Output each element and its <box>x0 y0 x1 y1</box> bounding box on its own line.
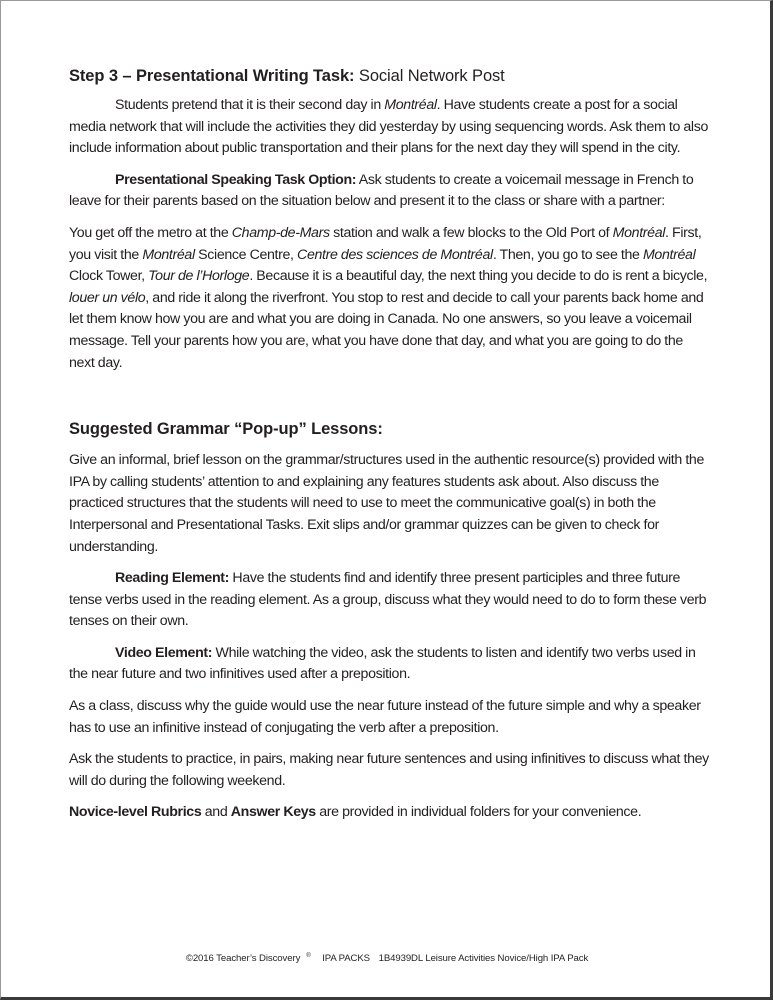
grammar-intro: Give an informal, brief lesson on the grammar/structures used in the authentic resource(s) provided with the IPA by calling students’ attention to and explaining any features students ask about. Also discuss the practiced structures that the students will need to use to meet the communicative goal(s) in both the Interpersonal and Presentational Tasks. Exit slips and/or grammar quizzes can be given to check for understanding. <box>69 452 705 555</box>
page-footer <box>1 953 770 964</box>
text-run: . Have students create a post for a social media network that will include the activities they did yesterday by using sequencing words. Ask them to also include information about public transportation and their plans for the next day they will spend in the city. <box>69 97 709 157</box>
text-run: You get off the metro at the <box>69 224 232 241</box>
rubrics-label: Novice-level Rubrics <box>69 804 202 821</box>
speaking-task-option-text: Ask students to create a voicemail message in French to leave for their parents based on the situation below and present it to the class or share with a partner: <box>69 171 694 210</box>
text-run: , and ride it along the riverfront. You stop to rest and decide to call your parents back home and let them know how you are and what you are doing in Canada. No one answers, so you leave a voicemail message. Tell your parents how you are, what you have done that day, and what you are going to do the next day. <box>69 289 704 371</box>
video-element-text: While watching the video, ask the students to listen and identify two verbs used in the near future and two infinitives used after a preposition. <box>69 644 696 683</box>
registered-mark: ® <box>306 953 311 959</box>
italic-term: Montréal <box>142 246 195 263</box>
italic-term: Centre des sciences de Montréal <box>297 246 493 263</box>
video-element <box>69 643 709 686</box>
class-discussion: As a class, discuss why the guide would use the near future instead of the future simple and why a speaker has to use an infinitive instead of conjugating the verb after a preposition. <box>69 698 701 736</box>
text-run: . First, you visit the <box>69 224 702 263</box>
text-run: . Because it is a beautiful day, the next thing you decide to do is rent a bicycle, <box>249 268 708 285</box>
text-run: station and walk a few blocks to the Old Port of <box>329 224 613 241</box>
footer-series: IPA PACKS <box>322 953 370 965</box>
text-run: . Then, you go to see the <box>492 246 643 263</box>
italic-term: Champ-de-Mars <box>231 224 330 241</box>
page-content <box>69 65 709 834</box>
italic-term: Montréal <box>384 97 437 113</box>
video-element-label: Video Element: <box>115 644 213 661</box>
text-run: Clock Tower, <box>69 268 149 285</box>
italic-term: louer un vélo <box>69 289 146 306</box>
grammar-heading: Suggested Grammar “Pop-up” Lessons: <box>69 420 383 439</box>
italic-term: Montréal <box>612 224 666 241</box>
footer-copyright <box>183 953 314 964</box>
footer-copyright-text: ©2016 Teacher’s Discovery <box>185 953 301 965</box>
speaking-task-option <box>69 170 709 213</box>
step3-heading <box>69 65 709 87</box>
resources-note <box>69 802 709 824</box>
resources-text: are provided in individual folders for your convenience. <box>315 804 642 821</box>
step3-heading-bold: Step 3 – Presentational Writing Task: <box>69 67 355 85</box>
section-spacer <box>69 384 709 418</box>
reading-element-text: Have the students find and identify three present participles and three future tense verbs used in the reading element. As a group, discuss what they would need to do to form these verb tenses on their own. <box>69 570 707 630</box>
answer-keys-label: Answer Keys <box>230 804 316 821</box>
speaking-task-option-label: Presentational Speaking Task Option: <box>115 171 357 188</box>
step3-instructions <box>69 95 709 160</box>
reading-element-label: Reading Element: <box>115 570 230 587</box>
resources-connector: and <box>201 804 231 821</box>
text-run: Students pretend that it is their second day in <box>115 97 385 113</box>
step3-heading-subtitle: Social Network Post <box>354 67 505 85</box>
pairs-practice: Ask the students to practice, in pairs, making near future sentences and using infinitives to discuss what they will do during the following weekend. <box>69 751 709 789</box>
footer-product: 1B4939DL Leisure Activities Novice/High IPA Pack <box>378 953 589 965</box>
voicemail-scenario <box>69 223 709 374</box>
reading-element <box>69 568 709 633</box>
text-run: Science Centre, <box>194 246 298 263</box>
italic-term: Montréal <box>642 246 696 263</box>
italic-term: Tour de l’Horloge <box>148 268 250 285</box>
